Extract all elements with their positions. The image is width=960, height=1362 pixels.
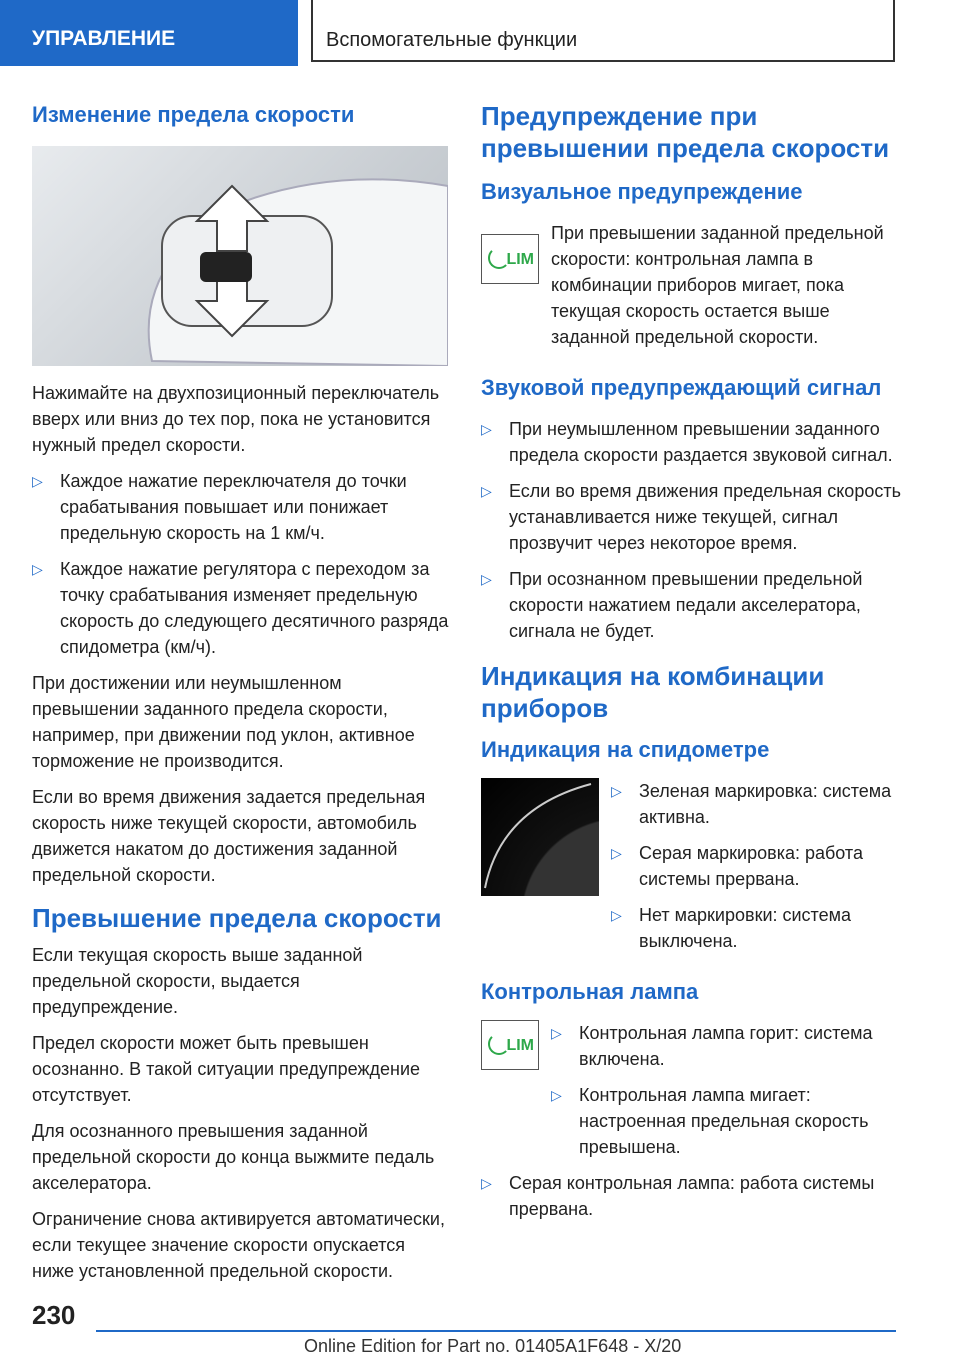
triangle-bullet-icon: ▷ (551, 1087, 562, 1103)
right-column (481, 100, 901, 1232)
list-item: ▷ Серая контрольная лампа: работа системы прервана. (481, 1170, 901, 1222)
heading-change-limit: Изменение предела скорости (32, 102, 355, 127)
paragraph: Ограничение снова активируется автоматически, если текущее значение скорости опускается ниже установленной предельной скорости. (32, 1209, 445, 1281)
heading-exceed-limit: Превышение предела скорости (32, 903, 442, 933)
visual-warning-block (481, 220, 901, 360)
heading-indicator-lamp: Контрольная лампа (481, 979, 699, 1004)
paragraph: Если текущая скорость выше заданной предельной скорости, выдается предупреждение. (32, 945, 363, 1017)
triangle-bullet-icon: ▷ (481, 571, 492, 587)
paragraph: При превышении заданной предельной скорости: контрольная лампа в комбинации приборов мигает, пока текущая скорость остается выше заданной предельной скорости. (551, 223, 884, 347)
page-header (0, 0, 960, 66)
paragraph: Предел скорости может быть превышен осознанно. В такой ситуации предупреждение отсутствует. (32, 1033, 421, 1105)
paragraph: Нажимайте на двухпозиционный переключатель вверх или вниз до тех пор, пока не установится нужный предел скорости. (32, 383, 440, 455)
triangle-bullet-icon: ▷ (611, 845, 622, 861)
left-column (32, 100, 450, 1294)
list-item: ▷ Контрольная лампа мигает: настроенная предельная скорость превышена. (551, 1082, 901, 1160)
heading-visual-warning: Визуальное предупреждение (481, 179, 803, 204)
footer-rule (96, 1330, 896, 1332)
triangle-bullet-icon: ▷ (551, 1025, 562, 1041)
paragraph: Для осознанного превышения заданной предельной скорости до конца выжмите педаль акселератора. (32, 1121, 435, 1193)
speedometer-image (481, 778, 599, 896)
chapter-title: Вспомогательные функции (326, 29, 578, 51)
heading-speedometer: Индикация на спидометре (481, 737, 770, 762)
list-item: ▷ Если во время движения предельная скорость устанавливается ниже текущей, сигнал прозвучит через некоторое время. (481, 478, 901, 556)
steering-switch-photo (32, 146, 448, 366)
triangle-bullet-icon: ▷ (481, 483, 492, 499)
page-number: 230 (32, 1300, 76, 1330)
triangle-bullet-icon: ▷ (611, 783, 622, 799)
triangle-bullet-icon: ▷ (481, 1175, 492, 1191)
lim-lamp-icon: LIM (481, 1020, 539, 1070)
section-tab: УПРАВЛЕНИЕ (0, 0, 298, 66)
triangle-bullet-icon: ▷ (611, 907, 622, 923)
triangle-bullet-icon: ▷ (32, 473, 43, 489)
heading-warning: Предупреждение при превышении предела скорости (481, 101, 890, 163)
lamp-block (481, 1020, 901, 1170)
paragraph: При достижении или неумышленном превышении заданного предела скорости, например, при движении под уклон, активное торможение не производится. (32, 673, 415, 771)
list-item: ▷ Нет маркировки: система выключена. (611, 902, 901, 954)
triangle-bullet-icon: ▷ (32, 561, 43, 577)
paragraph: Если во время движения задается предельная скорость ниже текущей скорости, автомобиль движется накатом до достижения заданной предельной скорости. (32, 787, 426, 885)
list-item: ▷ Контрольная лампа горит: система включена. (551, 1020, 901, 1072)
list-item: ▷ Каждое нажатие переключателя до точки срабатывания повышает или понижает предельную скорость на 1 км/ч. (32, 468, 450, 546)
speedometer-block (481, 778, 901, 964)
edition-note: Online Edition for Part no. 01405A1F648 - X/20 (304, 1336, 682, 1356)
triangle-bullet-icon: ▷ (481, 421, 492, 437)
list-item: ▷ Серая маркировка: работа системы прервана. (611, 840, 901, 892)
rocker-switch-icon (32, 146, 448, 366)
heading-sound-signal: Звуковой предупреждающий сигнал (481, 375, 882, 400)
list-item: ▷ При неумышленном превышении заданного предела скорости раздается звуковой сигнал. (481, 416, 901, 468)
list-item: ▷ Зеленая маркировка: система активна. (611, 778, 901, 830)
lim-lamp-icon: LIM (481, 234, 539, 284)
heading-cluster-display: Индикация на комбинации приборов (481, 661, 825, 723)
list-item: ▷ Каждое нажатие регулятора с переходом за точку срабатывания изменяет предельную скорость до следующего десятичного разряда спидометра (км/ч). (32, 556, 450, 660)
list-item: ▷ При осознанном превышении предельной скорости нажатием педали акселератора, сигнала не будет. (481, 566, 901, 644)
